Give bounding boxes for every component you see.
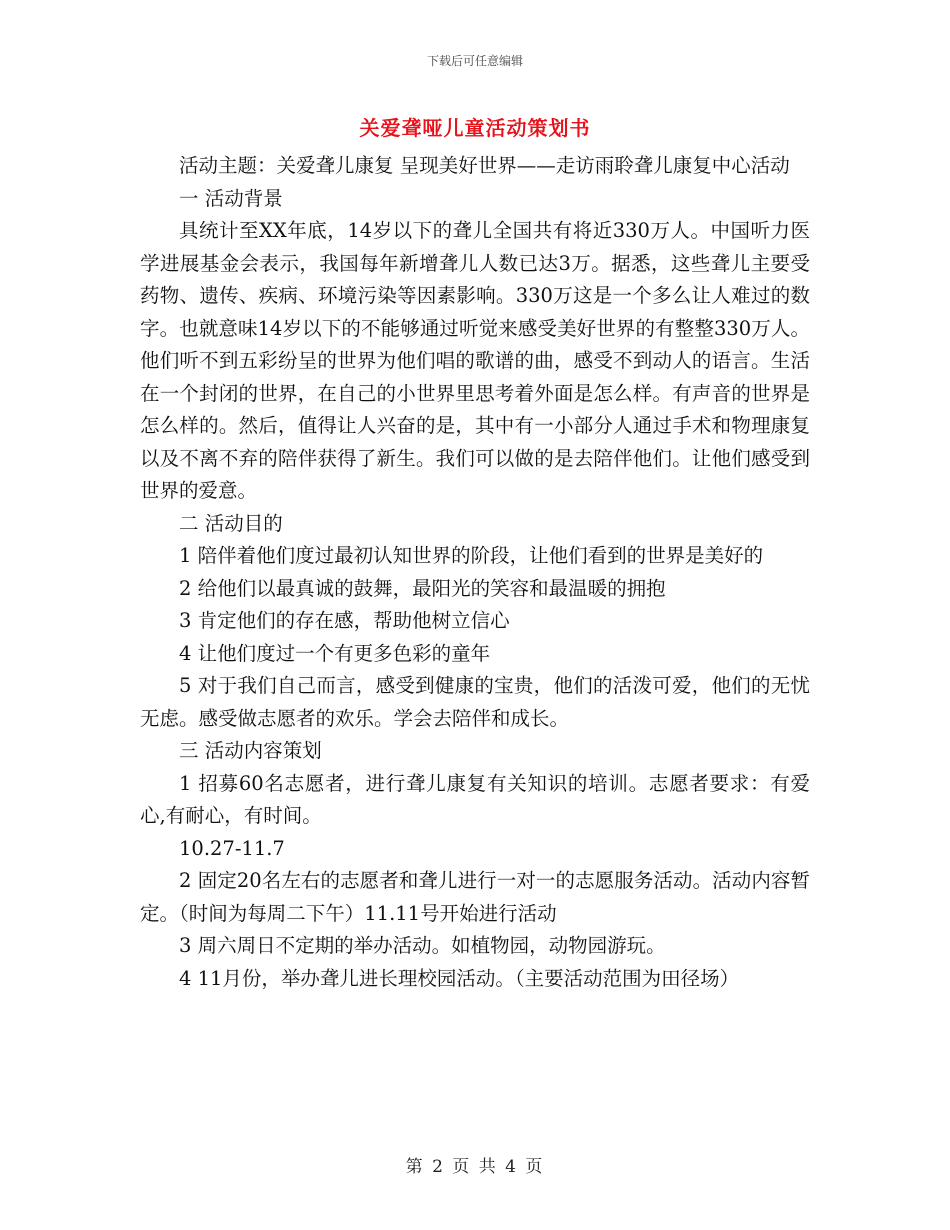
purpose-item-4: 4 让他们度过一个有更多色彩的童年 <box>179 641 491 665</box>
content-item-2: 2 固定20名左右的志愿者和聋儿进行一对一的志愿服务活动。活动内容暂定。（时间为每周二下午）11.11号开始进行活动 <box>140 869 810 925</box>
purpose-item-5: 5 对于我们自己而言，感受到健康的宝贵，他们的活泼可爱，他们的无忧无虑。感受做志愿者的欢乐。学会去陪伴和成长。 <box>140 674 810 730</box>
document-body <box>140 150 810 995</box>
content-item-3: 3 周六周日不定期的举办活动。如植物园，动物园游玩。 <box>179 934 666 957</box>
content-item-1: 1 招募60名志愿者，进行聋儿康复有关知识的培训。志愿者要求：有爱心,有耐心，有时间。 <box>140 771 810 827</box>
section-heading-background: 一 活动背景 <box>179 186 283 210</box>
content-item-4: 4 11月份，举办聋儿进长理校园活动。（主要活动范围为田径场） <box>179 966 740 990</box>
paragraph-background: 具统计至XX年底，14岁以下的聋儿全国共有将近330万人。中国听力医学进展基金会表示，我国每年新增聋儿人数已达3万。据悉，这些聋儿主要受药物、遗传、疾病、环境污染等因素影响。330万这是一个多么让人难过的数字。也就意味14岁以下的不能够通过听觉来感受美好世界的有整整330万人。他们听不到五彩纷呈的世界为他们唱的歌谱的曲，感受不到动人的语言。生活在一个封闭的世界，在自己的小世界里思考着外面是怎么样。有声音的世界是怎么样的。然后，值得让人兴奋的是，其中有一小部分人通过手术和物理康复以及不离不弃的陪伴获得了新生。我们可以做的是去陪伴他们。让他们感受到世界的爱意。 <box>140 219 810 502</box>
purpose-item-1: 1 陪伴着他们度过最初认知世界的阶段，让他们看到的世界是美好的 <box>179 544 764 567</box>
purpose-item-2: 2 给他们以最真诚的鼓舞，最阳光的笑容和最温暖的拥抱 <box>179 576 666 600</box>
purpose-item-3: 3 肯定他们的存在感，帮助他树立信心 <box>179 609 510 632</box>
section-heading-purpose: 二 活动目的 <box>179 511 283 535</box>
document-title: 关爱聋哑儿童活动策划书 <box>359 116 591 140</box>
content-date-range: 10.27-11.7 <box>179 836 285 860</box>
paragraph-theme: 活动主题：关爱聋儿康复 呈现美好世界——走访雨聆聋儿康复中心活动 <box>179 154 790 177</box>
page-number-footer: 第 2 页 共 4 页 <box>405 1157 545 1177</box>
section-heading-content: 三 活动内容策划 <box>179 739 322 762</box>
header-note: 下载后可任意编辑 <box>426 54 523 68</box>
